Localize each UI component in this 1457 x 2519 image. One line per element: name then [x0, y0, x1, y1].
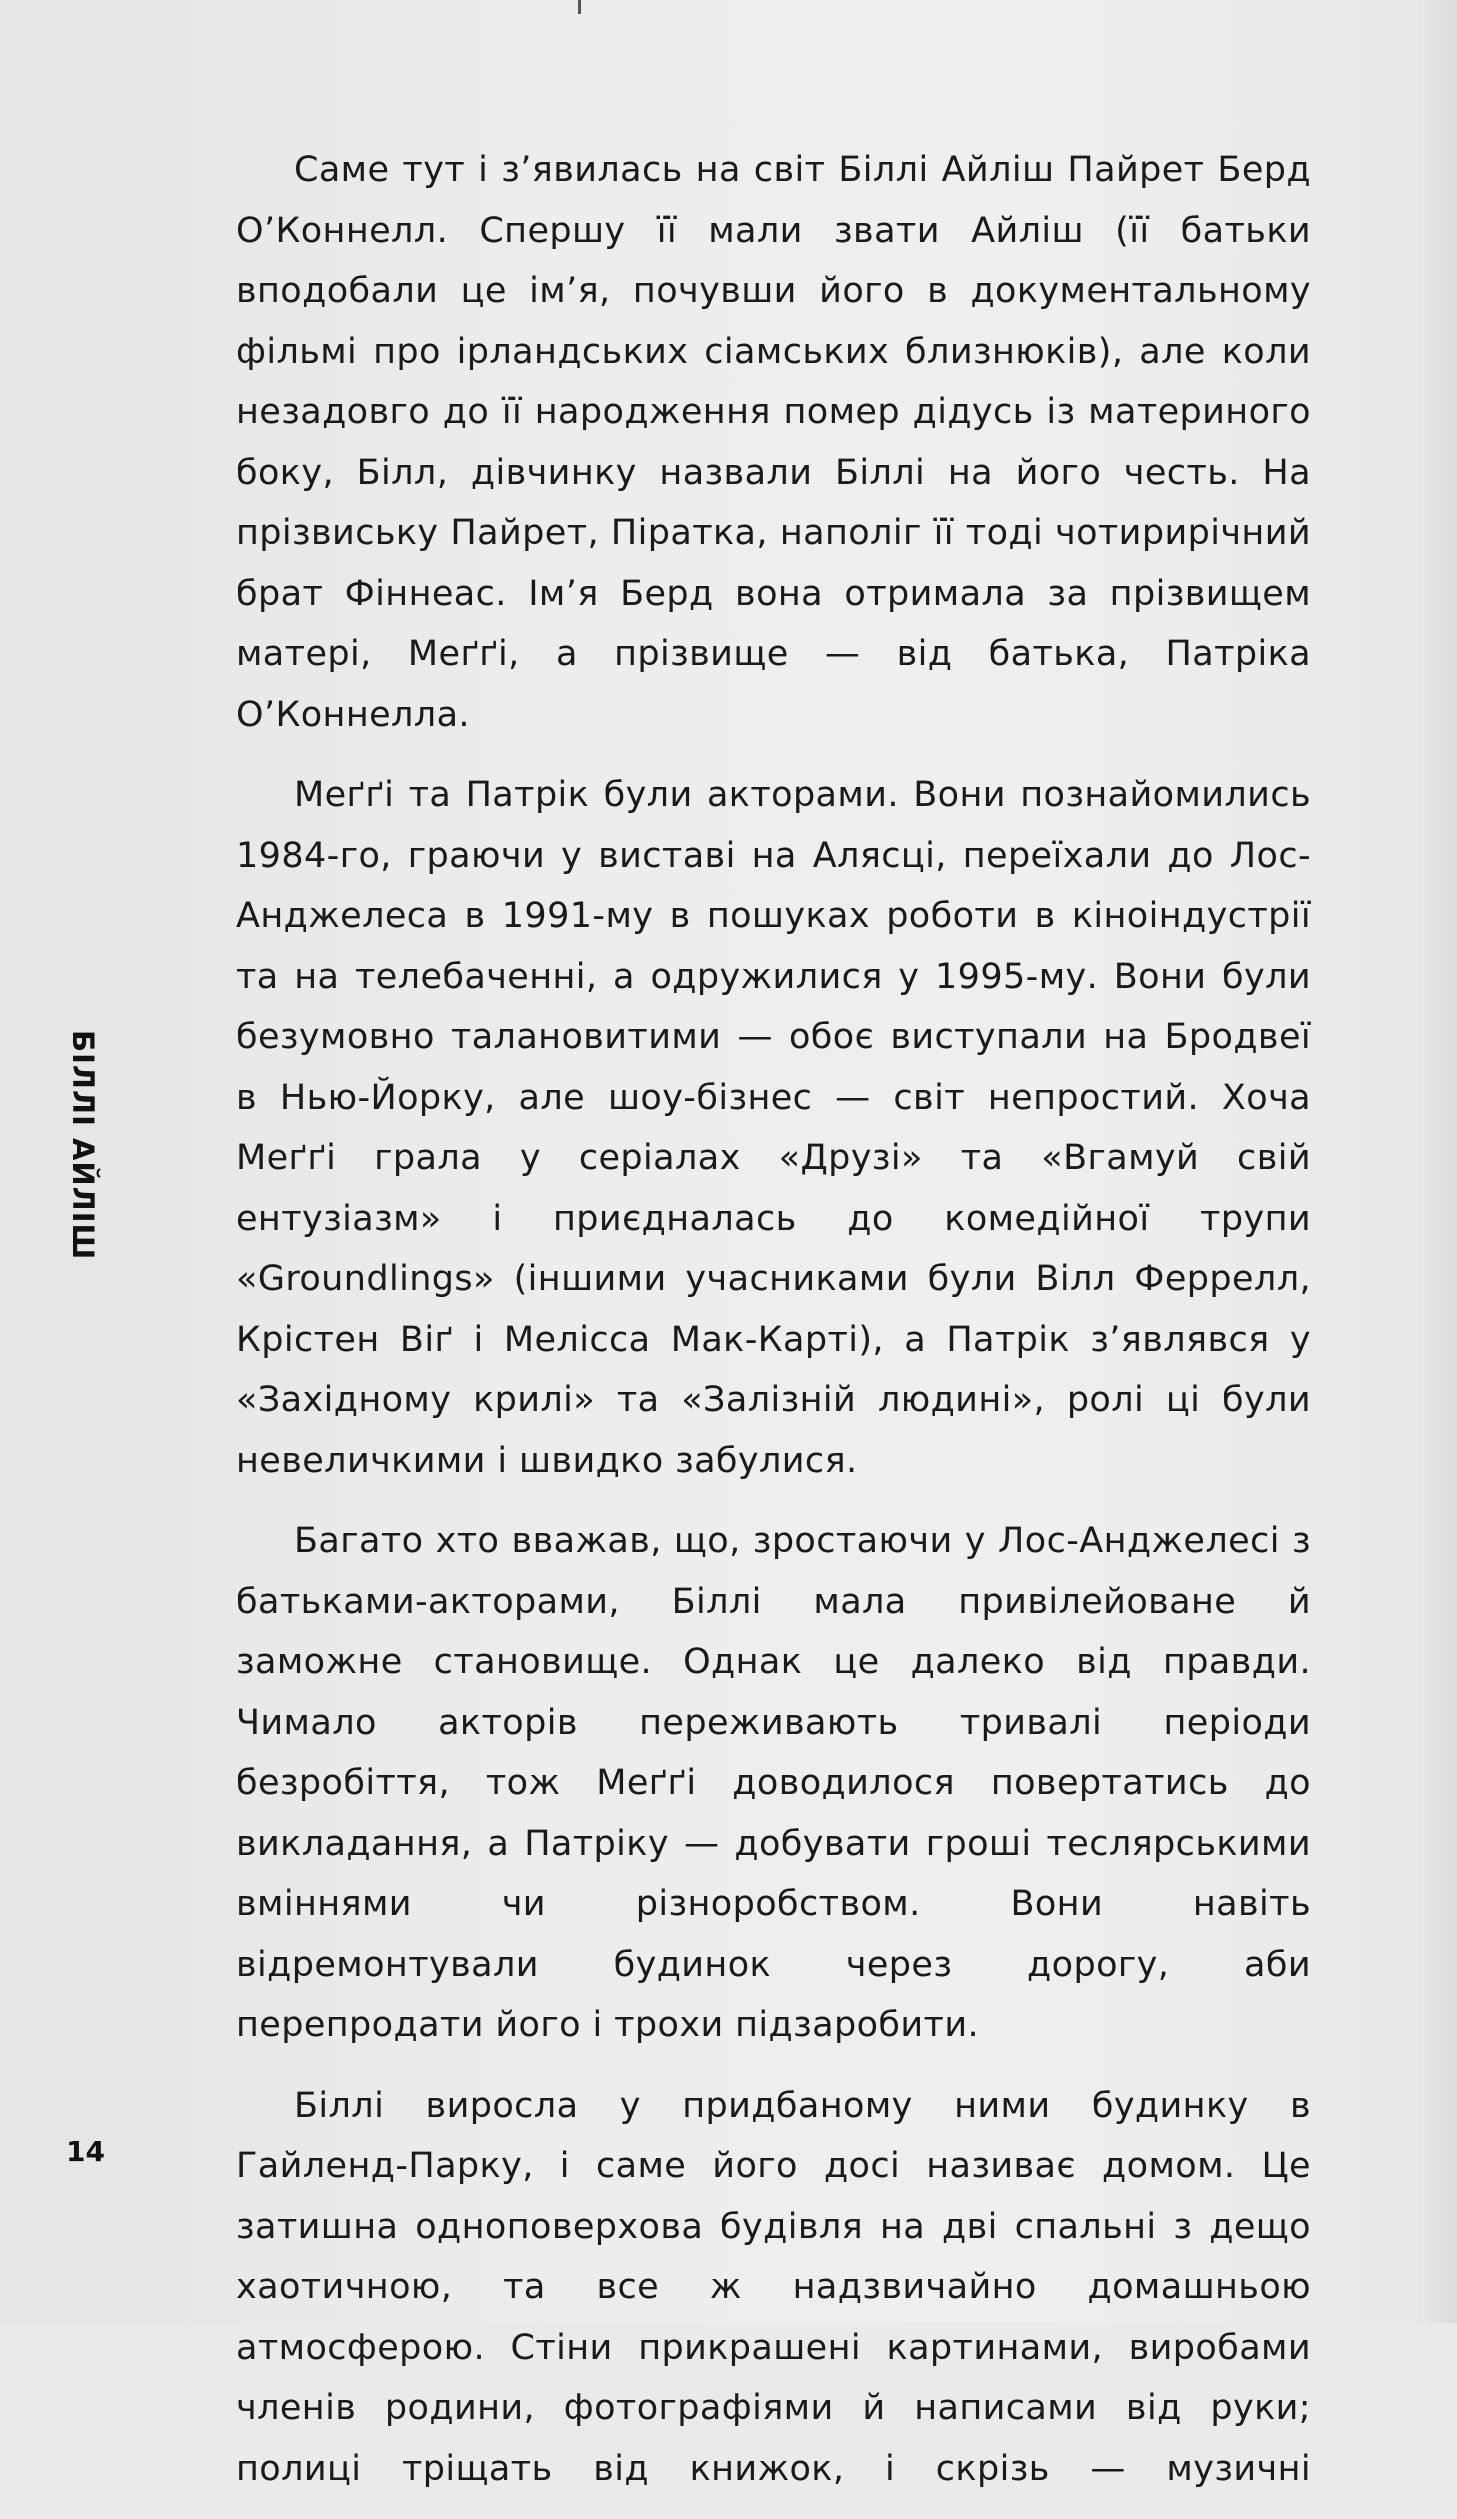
paragraph-1: Саме тут і з’явилась на світ Біллі Айліш Пайрет Берд О’Коннелл. Спершу її мали звати Айліш (її батьки вподобали це ім’я, почувши його в документальному фільмі про ірландських сіамських близнюків), але коли незадовго до її народження помер дідусь із материного боку, Білл, дівчинку назвали Біллі на його честь. На прізвиську Пайрет, Піратка, наполіг її тоді чотирирічний брат Фіннеас. Ім’я Берд вона отримала за прізвищем матері, Меґґі, а прізвище — від батька, Патріка О’Коннелла. — [236, 150, 1311, 735]
paragraph-2: Меґґі та Патрік були акторами. Вони познайомились 1984-го, граючи у виставі на Алясці, переїхали до Лос-Анджелеса в 1991-му в пошуках роботи в кіноіндустрії та на телебаченні, а одружилися у 1995-му. Вони були безумовно талановитими — обоє виступали на Бродвеї в Нью-Йорку, але шоу-бізнес — світ непростий. Хоча Меґґі грала у серіалах «Друзі» та «Вгамуй свій ентузіазм» і приєдналась до комедійної трупи «Groundlings» (іншими учасниками були Вілл Феррелл, Крістен Віґ і Мелісса Мак-Карті), а Патрік з’являвся у «Західному крилі» та «Залізній людині», ролі ці були невеличкими і швидко забулися. — [236, 775, 1311, 1481]
running-title: БІЛЛІ АЙЛІШ — [66, 1030, 100, 1261]
page-edge-shadow — [1417, 0, 1457, 2323]
paragraph-3: Багато хто вважав, що, зростаючи у Лос-Анджелесі з батьками-акторами, Біллі мала привілейоване й заможне становище. Однак це далеко від правди. Чимало акторів переживають тривалі періоди безробіття, тож Меґґі доводилося повертатись до викладання, а Патріку — добувати гроші теслярськими вміннями чи різноробством. Вони навіть відремонтували будинок через дорогу, аби перепродати його і трохи підзаробити. — [236, 1521, 1311, 2045]
paragraph-4: Біллі виросла у придбаному ними будинку в Гайленд-Парку, і саме його досі називає домом. Це затишна одноповерхова будівля на дві спальні з дещо хаотичною, та все ж надзвичайно домашньою атмосферою. Стіни прикрашені картинами, виробами членів родини, фотографіями й написами від руки; полиці тріщать від книжок, і скрізь — музичні — [236, 2085, 1311, 2489]
print-mark — [578, 0, 581, 14]
body-text — [236, 140, 1311, 2519]
page-number: 14 — [66, 2135, 105, 2168]
